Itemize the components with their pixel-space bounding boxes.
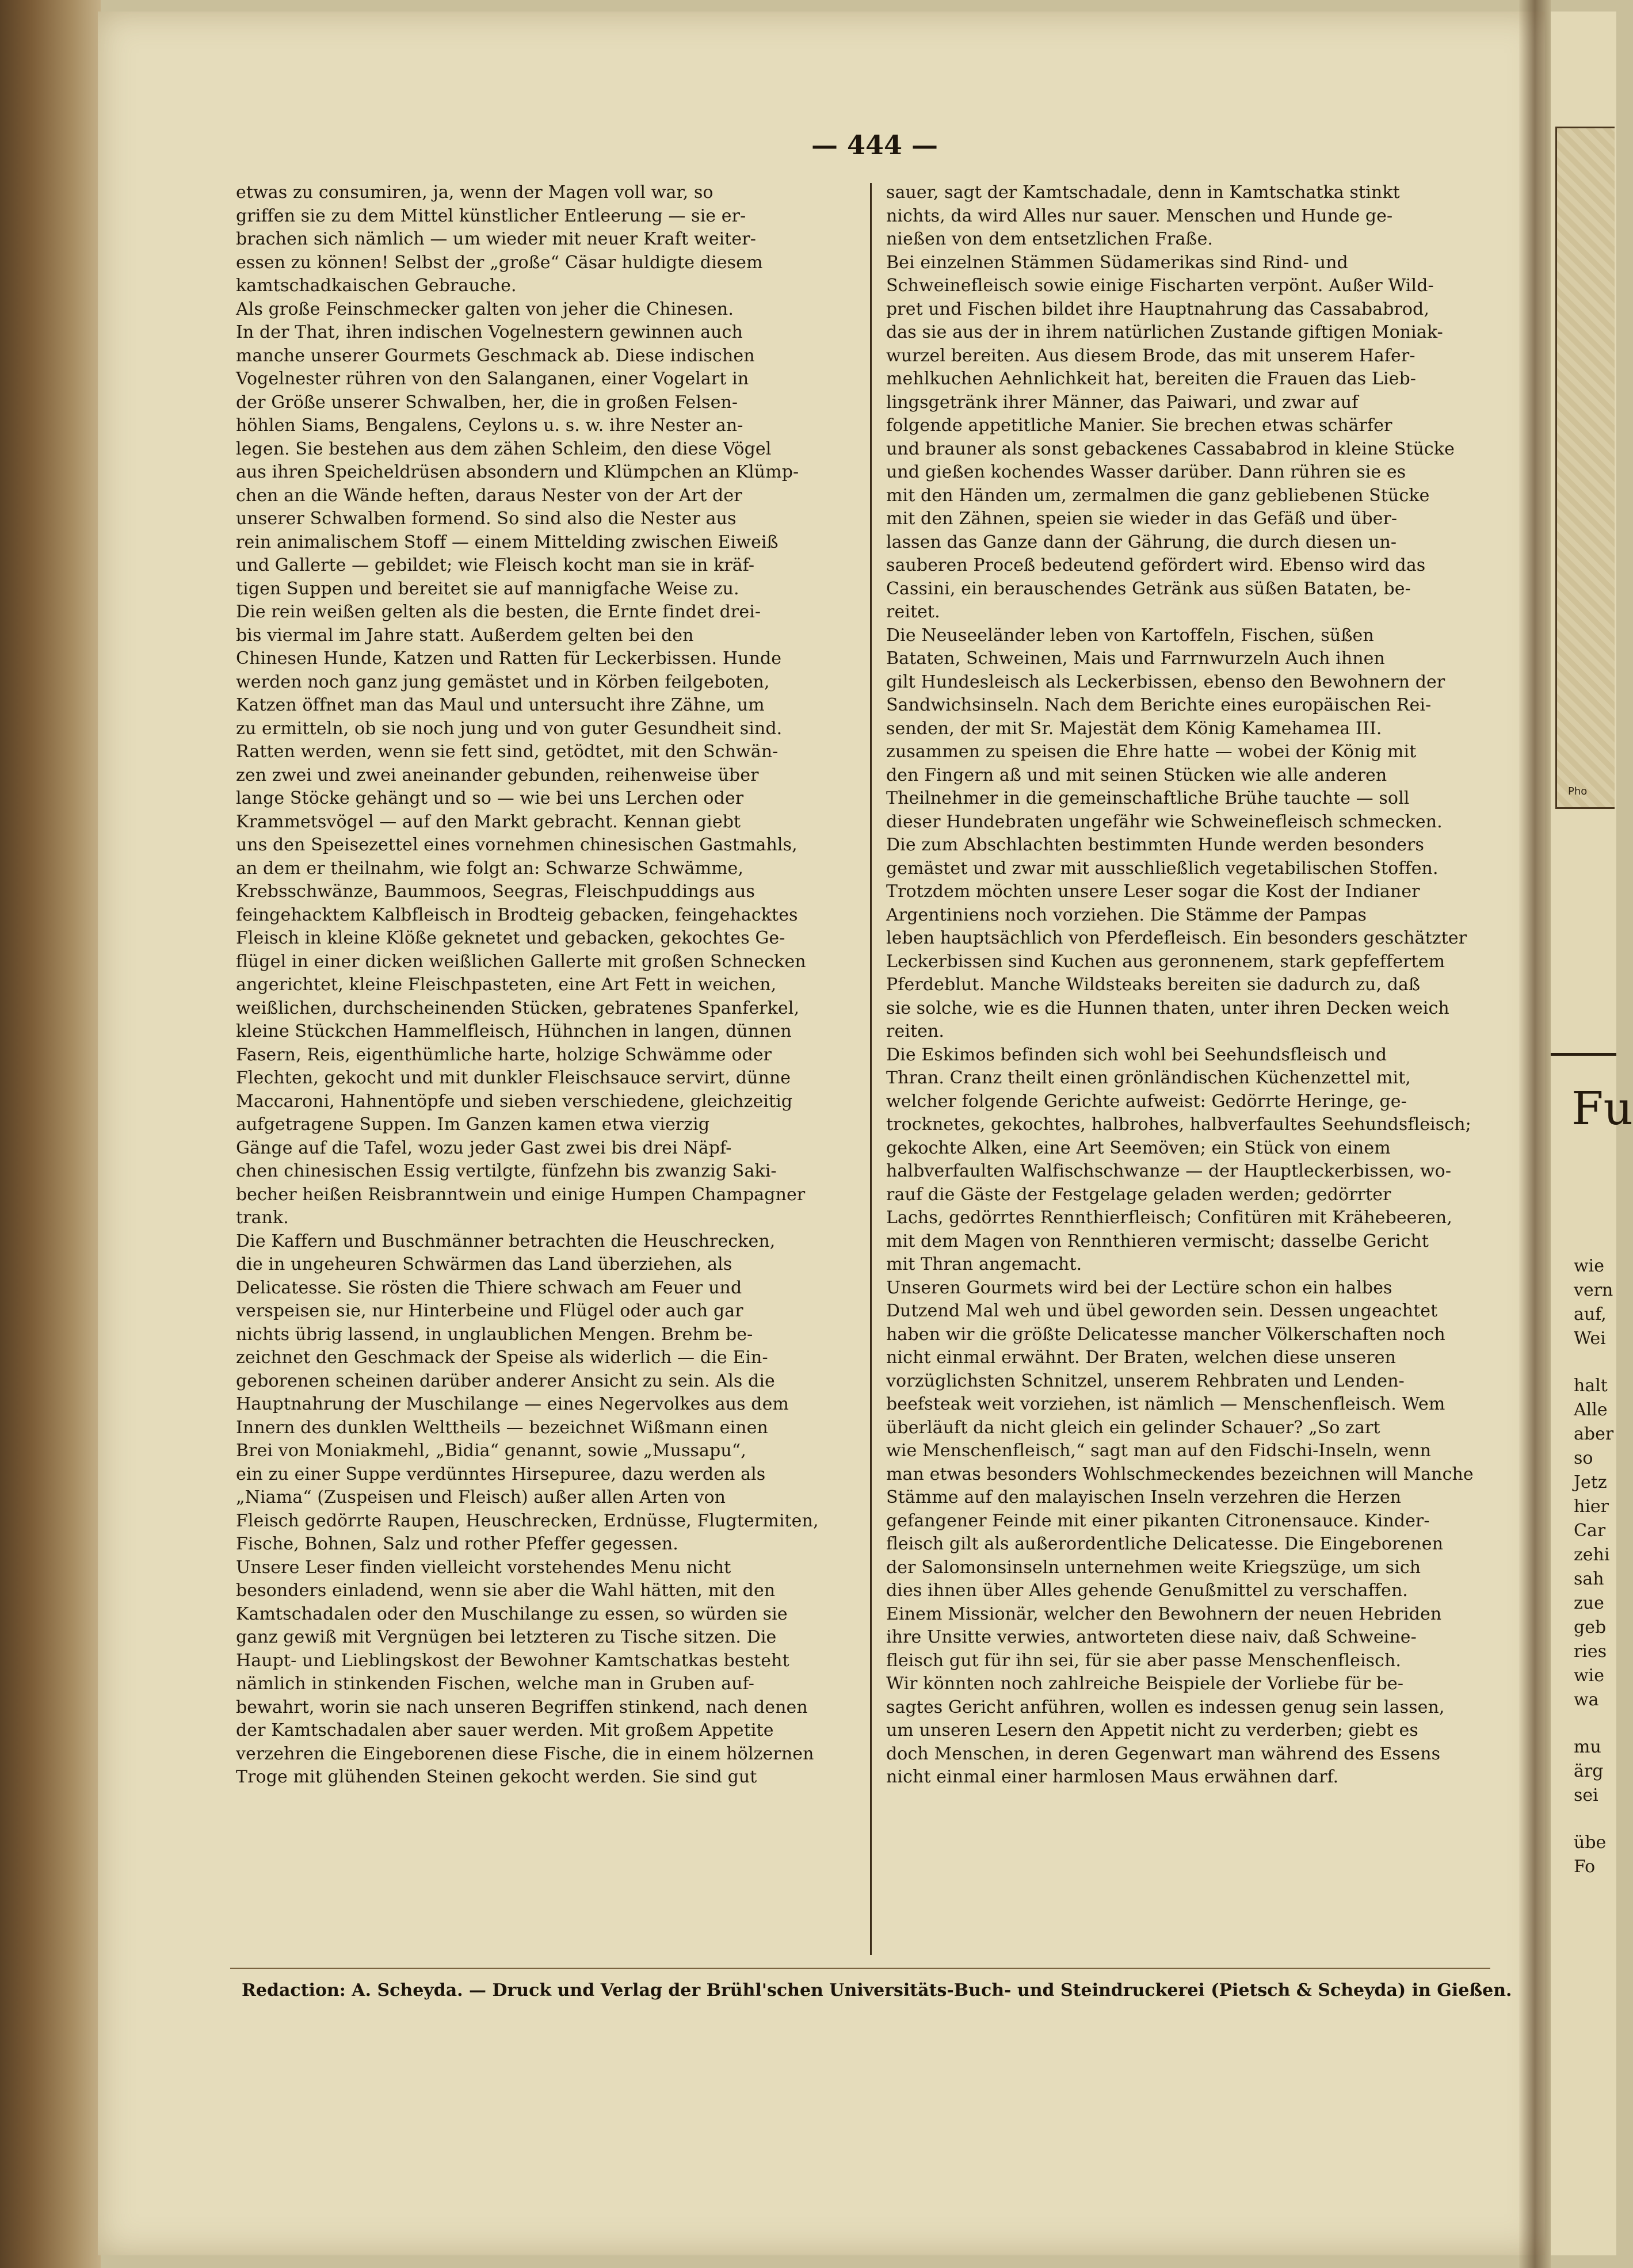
- facing-page-text-fragment: wie: [1574, 1256, 1605, 1276]
- text-line: gemästet und zwar mit ausschließlich vegetabilischen Stoffen.: [886, 858, 1439, 879]
- text-line: der Größe unserer Schwalben, her, die in großen Felsen-: [236, 392, 738, 413]
- facing-page-text-fragment: wa: [1574, 1690, 1599, 1710]
- facing-page-text-fragment: so: [1574, 1448, 1593, 1468]
- text-line: Theilnehmer in die gemeinschaftliche Brühe tauchte — soll: [886, 788, 1410, 808]
- facing-page-fragment: [1551, 12, 1633, 2255]
- text-line: Brei von Moniakmehl, „Bidia“ genannt, sowie „Mussapu“,: [236, 1441, 746, 1461]
- text-line: den Fingern aß und mit seinen Stücken wie alle anderen: [886, 765, 1387, 785]
- text-line: aus ihren Speicheldrüsen absondern und Klümpchen an Klümp-: [236, 462, 799, 482]
- text-line: nichts, da wird Alles nur sauer. Menschen und Hunde ge-: [886, 205, 1393, 226]
- text-line: Schweinefleisch sowie einige Fischarten verpönt. Außer Wild-: [886, 276, 1434, 296]
- text-line: mit dem Magen von Rennthieren vermischt; dasselbe Gericht: [886, 1231, 1429, 1251]
- text-line: man etwas besonders Wohlschmeckendes bezeichnen will Manche: [886, 1464, 1474, 1484]
- facing-page-text-fragment: [1574, 1712, 1620, 1735]
- text-line: essen zu können! Selbst der „große“ Cäsar huldigte diesem: [236, 252, 763, 273]
- text-line: und brauner als sonst gebackenes Cassababrod in kleine Stücke: [886, 438, 1455, 459]
- text-line: zen zwei und zwei aneinander gebunden, reihenweise über: [236, 765, 759, 785]
- text-line: kleine Stückchen Hammelfleisch, Hühnchen in langen, dünnen: [236, 1021, 792, 1041]
- text-line: Fische, Bohnen, Salz und rother Pfeffer gegessen.: [236, 1534, 678, 1554]
- text-line: nämlich in stinkenden Fischen, welche man in Gruben auf-: [236, 1674, 754, 1694]
- facing-page-text-fragment: [1574, 1351, 1620, 1374]
- text-line: fleisch gut für ihn sei, für sie aber passe Menschenfleisch.: [886, 1650, 1402, 1671]
- text-line: rein animalischem Stoff — einem Mittelding zwischen Eiweiß: [236, 532, 779, 552]
- facing-page-ornament: [1555, 127, 1615, 809]
- text-line: Ratten werden, wenn sie fett sind, getödtet, mit den Schwän-: [236, 742, 779, 762]
- text-line: Unseren Gourmets wird bei der Lectüre schon ein halbes: [886, 1277, 1392, 1298]
- text-line: Lachs, gedörrtes Rennthierfleisch; Confitüren mit Krähebeeren,: [886, 1208, 1452, 1228]
- text-line: nichts übrig lassend, in unglaublichen Mengen. Brehm be-: [236, 1324, 753, 1345]
- text-line: zu ermitteln, ob sie noch jung und von guter Gesundheit sind.: [236, 718, 783, 739]
- text-line: Trotzdem möchten unsere Leser sogar die Kost der Indianer: [886, 881, 1420, 902]
- facing-page-initial: Fu: [1571, 1082, 1633, 1135]
- text-line: dieser Hundebraten ungefähr wie Schweinefleisch schmecken.: [886, 811, 1443, 832]
- text-line: In der That, ihren indischen Vogelnestern gewinnen auch: [236, 322, 743, 342]
- text-line: ein zu einer Suppe verdünntes Hirsepuree, dazu werden als: [236, 1464, 766, 1484]
- text-line: Die Eskimos befinden sich wohl bei Seehundsfleisch und: [886, 1044, 1387, 1065]
- text-line: gefangener Feinde mit einer pikanten Citronensauce. Kinder-: [886, 1510, 1430, 1531]
- facing-page-text-fragment: auf,: [1574, 1304, 1607, 1324]
- text-line: gekochte Alken, eine Art Seemöven; ein Stück von einem: [886, 1137, 1391, 1158]
- text-line: Bei einzelnen Stämmen Südamerikas sind Rind- und: [886, 252, 1348, 273]
- imprint-line: Redaction: A. Scheyda. — Druck und Verlag der Brühl'schen Universitäts-Buch- und Steindruckerei (Pietsch & Scheyda) in Gießen.: [242, 1980, 1512, 2000]
- text-line: nießen von dem entsetzlichen Fraße.: [886, 229, 1214, 249]
- text-line: becher heißen Reisbranntwein und einige Humpen Champagner: [236, 1184, 806, 1205]
- text-line: ganz gewiß mit Vergnügen bei letzteren zu Tische sitzen. Die: [236, 1627, 777, 1647]
- text-line: Wir könnten noch zahlreiche Beispiele der Vorliebe für be-: [886, 1674, 1404, 1694]
- facing-page-text-fragment: Car: [1574, 1521, 1606, 1541]
- footer-divider: [230, 1968, 1490, 1969]
- text-line: doch Menschen, in deren Gegenwart man während des Essens: [886, 1743, 1441, 1764]
- text-line: mit den Händen um, zermalmen die ganz gebliebenen Stücke: [886, 485, 1430, 506]
- facing-page-lines: [1574, 1254, 1620, 1879]
- facing-page-text-fragment: mu: [1574, 1737, 1601, 1757]
- facing-page-text-fragment: zehi: [1574, 1545, 1610, 1565]
- text-line: Fleisch in kleine Klöße geknetet und gebacken, gekochtes Ge-: [236, 928, 785, 948]
- text-line: chen chinesischen Essig vertilgte, fünfzehn bis zwanzig Saki-: [236, 1161, 777, 1181]
- text-line: überläuft da nicht gleich ein gelinder Schauer? „So zart: [886, 1417, 1380, 1438]
- text-line: dies ihnen über Alles gehende Genußmittel zu verschaffen.: [886, 1580, 1408, 1601]
- text-line: Fasern, Reis, eigenthümliche harte, holzige Schwämme oder: [236, 1044, 772, 1065]
- facing-page-ornament-label: Pho: [1568, 785, 1588, 797]
- facing-page-text-fragment: Fo: [1574, 1857, 1596, 1877]
- text-line: bis viermal im Jahre statt. Außerdem gelten bei den: [236, 625, 694, 646]
- text-line: der Salomonsinseln unternehmen weite Kriegszüge, um sich: [886, 1557, 1421, 1578]
- text-line: uns den Speisezettel eines vornehmen chinesischen Gastmahls,: [236, 835, 798, 855]
- text-line: legen. Sie bestehen aus dem zähen Schleim, den diese Vögel: [236, 438, 772, 459]
- text-line: Maccaroni, Hahnentöpfe und sieben verschiedene, gleichzeitig: [236, 1091, 793, 1112]
- text-line: das sie aus der in ihrem natürlichen Zustande giftigen Moniak-: [886, 322, 1443, 342]
- text-line: Krammetsvögel — auf den Markt gebracht. Kennan giebt: [236, 811, 741, 832]
- facing-page-text-fragment: hier: [1574, 1496, 1609, 1517]
- text-line: angerichtet, kleine Fleischpasteten, eine Art Fett in weichen,: [236, 975, 777, 995]
- text-line: zusammen zu speisen die Ehre hatte — wobei der König mit: [886, 742, 1417, 762]
- text-line: kamtschadkaischen Gebrauche.: [236, 276, 517, 296]
- text-line: flügel in einer dicken weißlichen Gallerte mit großen Schnecken: [236, 951, 806, 972]
- text-line: nicht einmal einer harmlosen Maus erwähnen darf.: [886, 1767, 1339, 1787]
- facing-page-text-fragment: Wei: [1574, 1328, 1606, 1349]
- text-line: Krebsschwänze, Baummoos, Seegras, Fleischpuddings aus: [236, 881, 756, 902]
- text-line: trocknetes, gekochtes, halbrohes, halbverfaultes Seehundsfleisch;: [886, 1114, 1471, 1135]
- text-line: welcher folgende Gerichte aufweist: Gedörrte Heringe, ge-: [886, 1091, 1407, 1112]
- text-line: Troge mit glühenden Steinen gekocht werden. Sie sind gut: [236, 1767, 757, 1787]
- text-line: geborenen scheinen darüber anderer Ansicht zu sein. Als die: [236, 1370, 775, 1391]
- text-line: vorzüglichsten Schnitzel, unserem Rehbraten und Lenden-: [886, 1370, 1405, 1391]
- text-line: besonders einladend, wenn sie aber die Wahl hätten, mit den: [236, 1580, 776, 1601]
- text-line: Die rein weißen gelten als die besten, die Ernte findet drei-: [236, 602, 761, 622]
- facing-page-text-fragment: halt: [1574, 1376, 1608, 1396]
- text-line: nicht einmal erwähnt. Der Braten, welchen diese unseren: [886, 1347, 1397, 1368]
- book-edge: [0, 0, 101, 2268]
- facing-page-text-fragment: Alle: [1574, 1400, 1608, 1420]
- text-line: „Niama“ (Zuspeisen und Fleisch) außer allen Arten von: [236, 1487, 726, 1507]
- text-line: Hauptnahrung der Muschilange — eines Negervolkes aus dem: [236, 1394, 789, 1414]
- text-line: und Gallerte — gebildet; wie Fleisch kocht man sie in kräf-: [236, 555, 755, 575]
- text-line: haben wir die größte Delicatesse mancher Völkerschaften noch: [886, 1324, 1445, 1345]
- text-line: brachen sich nämlich — um wieder mit neuer Kraft weiter-: [236, 229, 756, 249]
- text-line: Innern des dunklen Welttheils — bezeichnet Wißmann einen: [236, 1417, 768, 1438]
- left-column: [236, 181, 859, 1789]
- text-line: bewahrt, worin sie nach unseren Begriffen stinkend, nach denen: [236, 1697, 808, 1717]
- text-line: Dutzend Mal weh und übel geworden sein. Dessen ungeachtet: [886, 1301, 1438, 1321]
- text-line: chen an die Wände heften, daraus Nester von der Art der: [236, 485, 742, 506]
- facing-page-text-fragment: sei: [1574, 1785, 1598, 1805]
- facing-page-text-fragment: zue: [1574, 1593, 1604, 1613]
- right-column: [886, 181, 1509, 1789]
- text-line: aufgetragene Suppen. Im Ganzen kamen etwa vierzig: [236, 1114, 710, 1135]
- text-line: Die zum Abschlachten bestimmten Hunde werden besonders: [886, 835, 1424, 855]
- text-line: fleisch gilt als außerordentliche Delicatesse. Die Eingeborenen: [886, 1534, 1444, 1554]
- text-line: Unsere Leser finden vielleicht vorstehendes Menu nicht: [236, 1557, 731, 1578]
- text-line: reiten.: [886, 1021, 945, 1041]
- text-line: Die Neuseeländer leben von Kartoffeln, Fischen, süßen: [886, 625, 1374, 646]
- facing-page-text-fragment: übe: [1574, 1832, 1607, 1853]
- facing-page-text-fragment: vern: [1574, 1280, 1613, 1300]
- text-line: Kamtschadalen oder den Muschilange zu essen, so würden sie: [236, 1603, 788, 1624]
- text-line: feingehacktem Kalbfleisch in Brodteig gebacken, feingehacktes: [236, 904, 798, 925]
- text-line: Fleisch gedörrte Raupen, Heuschrecken, Erdnüsse, Flugtermiten,: [236, 1510, 819, 1531]
- page-number: — 444 —: [811, 129, 938, 161]
- text-line: Haupt- und Lieblingskost der Bewohner Kamtschatkas besteht: [236, 1650, 789, 1671]
- text-line: Leckerbissen sind Kuchen aus geronnenem, stark gepfeffertem: [886, 951, 1445, 972]
- text-line: lange Stöcke gehängt und so — wie bei uns Lerchen oder: [236, 788, 744, 808]
- text-line: an dem er theilnahm, wie folgt an: Schwarze Schwämme,: [236, 858, 744, 879]
- text-line: griffen sie zu dem Mittel künstlicher Entleerung — sie er-: [236, 205, 746, 226]
- text-line: reitet.: [886, 602, 940, 622]
- text-line: rauf die Gäste der Festgelage geladen werden; gedörrter: [886, 1184, 1391, 1205]
- text-line: die in ungeheuren Schwärmen das Land überziehen, als: [236, 1254, 732, 1274]
- text-line: wurzel bereiten. Aus diesem Brode, das mit unserem Hafer-: [886, 345, 1415, 366]
- text-line: Die Kaffern und Buschmänner betrachten die Heuschrecken,: [236, 1231, 776, 1251]
- text-line: und gießen kochendes Wasser darüber. Dann rühren sie es: [886, 462, 1406, 482]
- text-line: verzehren die Eingeborenen diese Fische, die in einem hölzernen: [236, 1743, 814, 1764]
- text-line: unserer Schwalben formend. So sind also die Nester aus: [236, 509, 737, 529]
- facing-page-text-fragment: aber: [1574, 1424, 1614, 1444]
- facing-page-text-fragment: [1574, 1808, 1620, 1831]
- text-line: tigen Suppen und bereitet sie auf mannigfache Weise zu.: [236, 578, 739, 599]
- text-line: sauer, sagt der Kamtschadale, denn in Kamtschatka stinkt: [886, 182, 1400, 203]
- text-line: Gänge auf die Tafel, wozu jeder Gast zwei bis drei Näpf-: [236, 1137, 732, 1158]
- text-line: höhlen Siams, Bengalens, Ceylons u. s. w. ihre Nester an-: [236, 415, 743, 436]
- facing-page-text-fragment: geb: [1574, 1617, 1607, 1637]
- text-line: Vogelnester rühren von den Salanganen, einer Vogelart in: [236, 369, 749, 389]
- text-line: Als große Feinschmecker galten von jeher die Chinesen.: [236, 299, 734, 319]
- facing-page-text-fragment: sah: [1574, 1569, 1604, 1589]
- text-line: gilt Hundesleisch als Leckerbissen, ebenso den Bewohnern der: [886, 671, 1445, 692]
- text-line: senden, der mit Sr. Majestät dem König Kamehamea III.: [886, 718, 1382, 739]
- text-line: ihre Unsitte verwies, antworteten diese naiv, daß Schweine-: [886, 1627, 1417, 1647]
- text-line: trank.: [236, 1208, 289, 1228]
- text-line: Pferdeblut. Manche Wildsteaks bereiten sie dadurch zu, daß: [886, 975, 1421, 995]
- facing-page-text-fragment: ries: [1574, 1641, 1607, 1662]
- text-line: der Kamtschadalen aber sauer werden. Mit großem Appetite: [236, 1720, 774, 1740]
- text-line: leben hauptsächlich von Pferdefleisch. Ein besonders geschätzter: [886, 928, 1467, 948]
- text-line: sagtes Gericht anführen, wollen es indessen genug sein lassen,: [886, 1697, 1445, 1717]
- text-line: Katzen öffnet man das Maul und untersucht ihre Zähne, um: [236, 695, 765, 715]
- text-line: mit den Zähnen, speien sie wieder in das Gefäß und über-: [886, 509, 1398, 529]
- text-line: sauberen Proceß bedeutend gefördert wird. Ebenso wird das: [886, 555, 1426, 575]
- text-line: wie Menschenfleisch,“ sagt man auf den Fidschi-Inseln, wenn: [886, 1441, 1432, 1461]
- facing-page-text-fragment: ärg: [1574, 1761, 1604, 1781]
- text-line: pret und Fischen bildet ihre Hauptnahrung das Cassababrod,: [886, 299, 1429, 319]
- text-line: manche unserer Gourmets Geschmack ab. Diese indischen: [236, 345, 755, 366]
- text-line: Cassini, ein berauschendes Getränk aus süßen Bataten, be-: [886, 578, 1411, 599]
- text-line: zeichnet den Geschmack der Speise als widerlich — die Ein-: [236, 1347, 768, 1368]
- text-line: mehlkuchen Aehnlichkeit hat, bereiten die Frauen das Lieb-: [886, 369, 1416, 389]
- text-line: weißlichen, durchscheinenden Stücken, gebratenes Spanferkel,: [236, 998, 800, 1018]
- text-line: mit Thran angemacht.: [886, 1254, 1082, 1274]
- text-line: werden noch ganz jung gemästet und in Körben feilgeboten,: [236, 671, 770, 692]
- text-line: Chinesen Hunde, Katzen und Ratten für Leckerbissen. Hunde: [236, 648, 782, 669]
- text-line: folgende appetitliche Manier. Sie brechen etwas schärfer: [886, 415, 1392, 436]
- text-line: um unseren Lesern den Appetit nicht zu verderben; giebt es: [886, 1720, 1418, 1740]
- text-line: Flechten, gekocht und mit dunkler Fleischsauce servirt, dünne: [236, 1068, 791, 1088]
- column-divider: [870, 183, 872, 1955]
- text-line: lassen das Ganze dann der Gährung, die durch diesen un-: [886, 532, 1397, 552]
- text-line: verspeisen sie, nur Hinterbeine und Flügel oder auch gar: [236, 1301, 743, 1321]
- text-line: sie solche, wie es die Hunnen thaten, unter ihren Decken weich: [886, 998, 1449, 1018]
- text-line: Stämme auf den malayischen Inseln verzehren die Herzen: [886, 1487, 1402, 1507]
- text-line: Einem Missionär, welcher den Bewohnern der neuen Hebriden: [886, 1603, 1442, 1624]
- text-line: Bataten, Schweinen, Mais und Farrnwurzeln Auch ihnen: [886, 648, 1385, 669]
- text-line: etwas zu consumiren, ja, wenn der Magen voll war, so: [236, 182, 714, 203]
- text-line: Argentiniens noch vorziehen. Die Stämme der Pampas: [886, 904, 1367, 925]
- text-line: Delicatesse. Sie rösten die Thiere schwach am Feuer und: [236, 1277, 742, 1298]
- text-line: Thran. Cranz theilt einen grönländischen Küchenzettel mit,: [886, 1068, 1411, 1088]
- facing-page-text-fragment: Jetz: [1574, 1472, 1607, 1492]
- facing-page-rule: [1551, 1053, 1616, 1056]
- facing-page-text-fragment: wie: [1574, 1666, 1605, 1686]
- gutter-shadow: [1519, 0, 1551, 2268]
- text-line: beefsteak weit vorziehen, ist nämlich — Menschenfleisch. Wem: [886, 1394, 1445, 1414]
- text-line: halbverfaulten Walfischschwanze — der Hauptleckerbissen, wo-: [886, 1161, 1452, 1181]
- text-line: Sandwichsinseln. Nach dem Berichte eines europäischen Rei-: [886, 695, 1432, 715]
- text-line: lingsgetränk ihrer Männer, das Paiwari, und zwar auf: [886, 392, 1359, 413]
